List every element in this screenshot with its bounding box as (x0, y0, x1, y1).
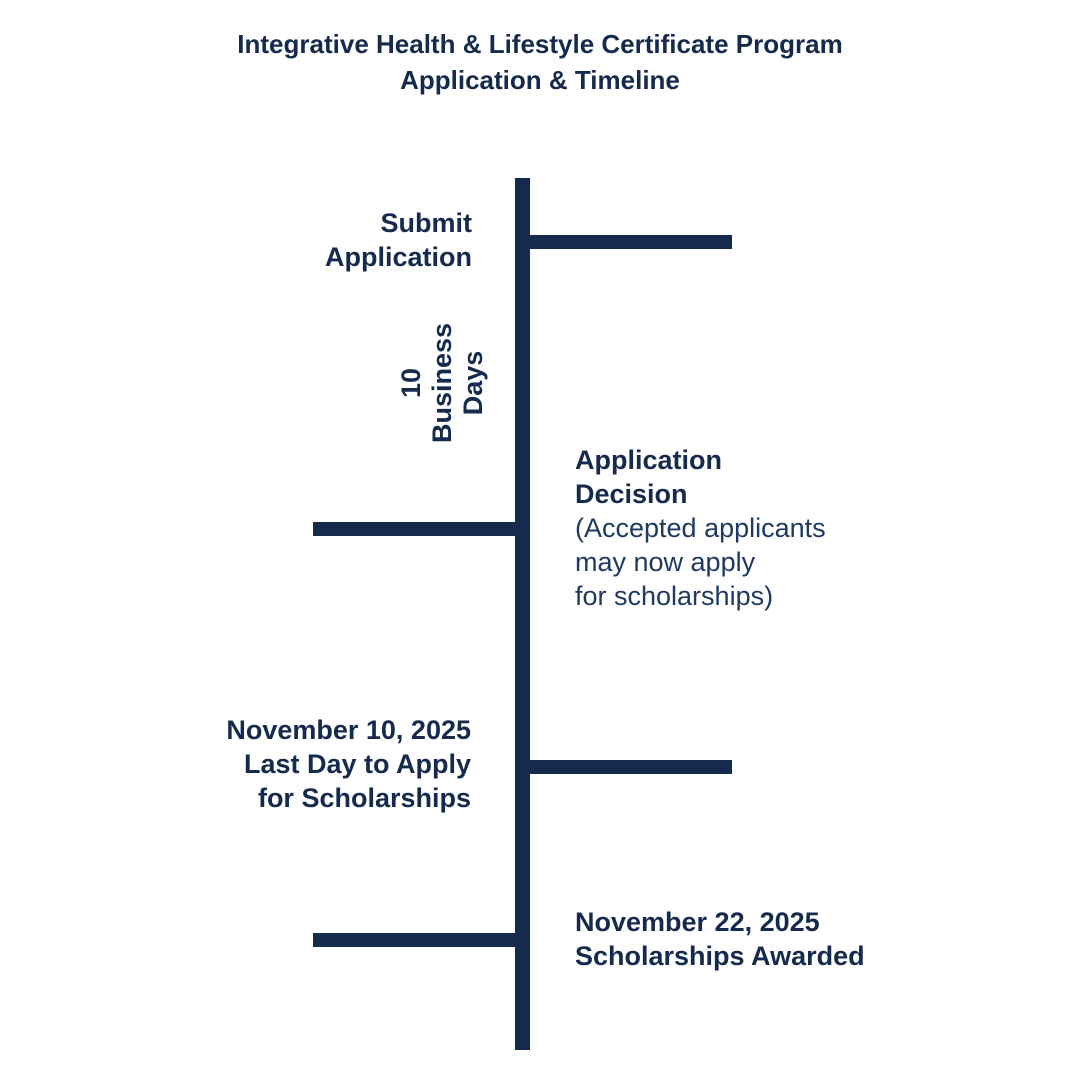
event-label-scholarships-awarded (575, 905, 865, 973)
page-title-line-1: Integrative Health & Lifestyle Certificate Program (237, 29, 843, 59)
event-label-line: November 22, 2025 (575, 907, 820, 937)
event-label-line: Application (325, 242, 472, 272)
timeline-branch-scholarships-awarded (313, 933, 528, 947)
event-label-application-decision (575, 443, 826, 613)
event-label-line: (Accepted applicants (575, 513, 826, 543)
event-label-line: Last Day to Apply (243, 749, 471, 779)
event-label-line: for Scholarships (257, 783, 471, 813)
event-label-line: Submit (380, 208, 472, 238)
timeline-spine (515, 178, 530, 1050)
event-label-scholarship-deadline (226, 713, 471, 815)
timeline-branch-scholarship-deadline (522, 760, 732, 774)
event-label-submit-application (325, 206, 472, 274)
duration-label-line: Days (457, 350, 488, 416)
event-label-line: Decision (575, 479, 688, 509)
duration-label-line: 10 (395, 367, 426, 399)
page-title-line-2: Application & Timeline (400, 65, 680, 95)
event-label-line: Scholarships Awarded (575, 941, 865, 971)
timeline-branch-application-decision (313, 522, 528, 536)
event-label-line: Application (575, 445, 722, 475)
duration-label-10-business-days (387, 283, 497, 483)
timeline-branch-submit-application (522, 235, 732, 249)
page-title (0, 26, 1080, 98)
event-label-line: may now apply (575, 547, 756, 577)
duration-label-line: Business (426, 322, 457, 444)
event-label-line: for scholarships) (575, 581, 774, 611)
event-label-line: November 10, 2025 (226, 715, 471, 745)
